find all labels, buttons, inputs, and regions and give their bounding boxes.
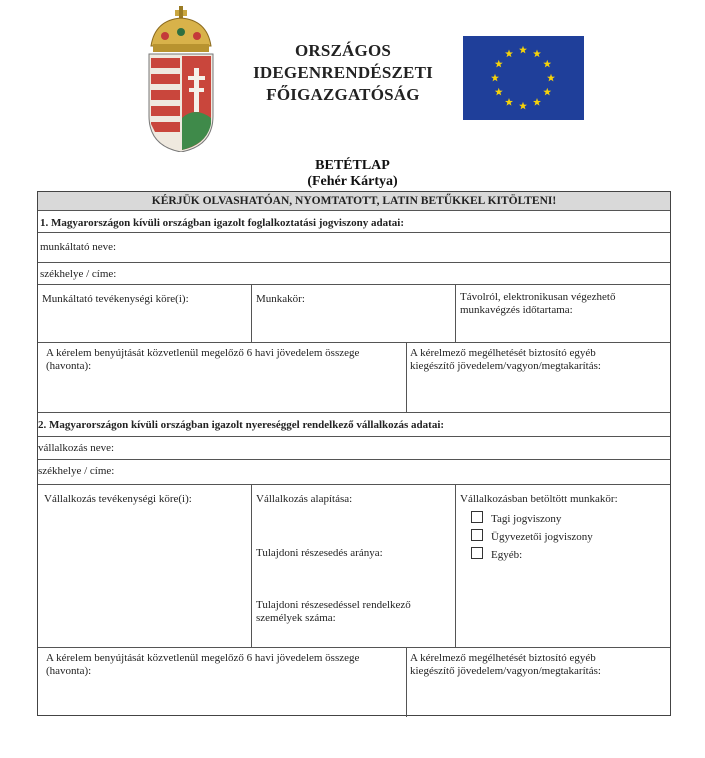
manager-checkbox[interactable] — [471, 529, 483, 541]
business-income-field[interactable] — [46, 652, 359, 678]
owners-count-field[interactable] — [256, 599, 411, 625]
business-extra-income-field[interactable] — [410, 652, 601, 678]
other-checkbox[interactable] — [471, 547, 483, 559]
job-field[interactable]: Munkakör: — [256, 293, 305, 305]
extra-income-label-1: A kérelmező megélhetését biztosító egyéb — [410, 347, 596, 359]
option-other[interactable] — [471, 547, 522, 562]
form-title: BETÉTLAP — [315, 158, 390, 173]
founded-field[interactable]: Vállalkozás alapítása: — [256, 493, 353, 505]
organization-name — [238, 40, 448, 106]
option-member[interactable] — [471, 511, 561, 526]
remote-work-label-1: Távolról, elektronikusan végezhető — [460, 291, 616, 303]
business-income-label-2: (havonta): — [46, 665, 92, 677]
option-manager[interactable] — [471, 529, 593, 544]
extra-income-label-2: kiegészítő jövedelem/vagyon/megtakarítás: — [410, 360, 601, 372]
coat-of-arms-icon — [145, 6, 217, 152]
business-income-label-1: A kérelem benyújtását közvetlenül megelőző 6 havi jövedelem összege — [46, 652, 360, 664]
owners-count-label-1: Tulajdoni részesedéssel rendelkező — [256, 599, 411, 611]
employer-activity-field[interactable]: Munkáltató tevékenységi köre(i): — [42, 293, 189, 305]
form-subtitle: (Fehér Kártya) — [307, 174, 398, 189]
income-label-2: (havonta): — [46, 360, 92, 372]
option-other-label: Egyéb: — [491, 549, 523, 561]
section2-heading: 2. Magyarországon kívüli országban igazolt nyereséggel rendelkező vállalkozás adatai: — [38, 419, 445, 431]
business-extra-income-label-2: kiegészítő jövedelem/vagyon/megtakarítás: — [410, 665, 601, 677]
owners-count-label-2: személyek száma: — [256, 612, 336, 624]
business-activity-field[interactable]: Vállalkozás tevékenységi köre(i): — [44, 493, 192, 505]
remote-work-label-2: munkavégzés időtartama: — [460, 304, 573, 316]
extra-income-field[interactable] — [410, 347, 601, 373]
ownership-share-field[interactable]: Tulajdoni részesedés aránya: — [256, 547, 383, 559]
section1-heading: 1. Magyarországon kívüli országban igazolt foglalkoztatási jogviszony adatai: — [40, 217, 405, 229]
business-seat-field[interactable]: székhelye / címe: — [38, 465, 115, 477]
employer-seat-field[interactable]: székhelye / címe: — [40, 268, 117, 280]
business-extra-income-label-1: A kérelmező megélhetését biztosító egyéb — [410, 652, 596, 664]
org-name-line-3: FŐIGAZGATÓSÁG — [266, 85, 420, 104]
position-label: Vállalkozásban betöltött munkakör: — [460, 493, 618, 505]
instruction-text: KÉRJÜK OLVASHATÓAN, NYOMTATOTT, LATIN BETŰKKEL KITÖLTENI! — [151, 195, 557, 207]
org-name-line-2: IDEGENRENDÉSZETI — [253, 63, 433, 82]
option-member-label: Tagi jogviszony — [491, 513, 562, 525]
option-manager-label: Ügyvezetői jogviszony — [491, 531, 593, 543]
form-table — [37, 191, 671, 716]
org-name-line-1: ORSZÁGOS — [294, 41, 392, 60]
income-field[interactable] — [46, 347, 359, 373]
employer-name-field[interactable]: munkáltató neve: — [40, 241, 117, 253]
member-checkbox[interactable] — [471, 511, 483, 523]
eu-flag-icon — [463, 36, 584, 120]
income-label-1: A kérelem benyújtását közvetlenül megelőző 6 havi jövedelem összege — [46, 347, 360, 359]
business-name-field[interactable]: vállalkozás neve: — [38, 442, 115, 454]
remote-work-field[interactable] — [460, 291, 615, 317]
